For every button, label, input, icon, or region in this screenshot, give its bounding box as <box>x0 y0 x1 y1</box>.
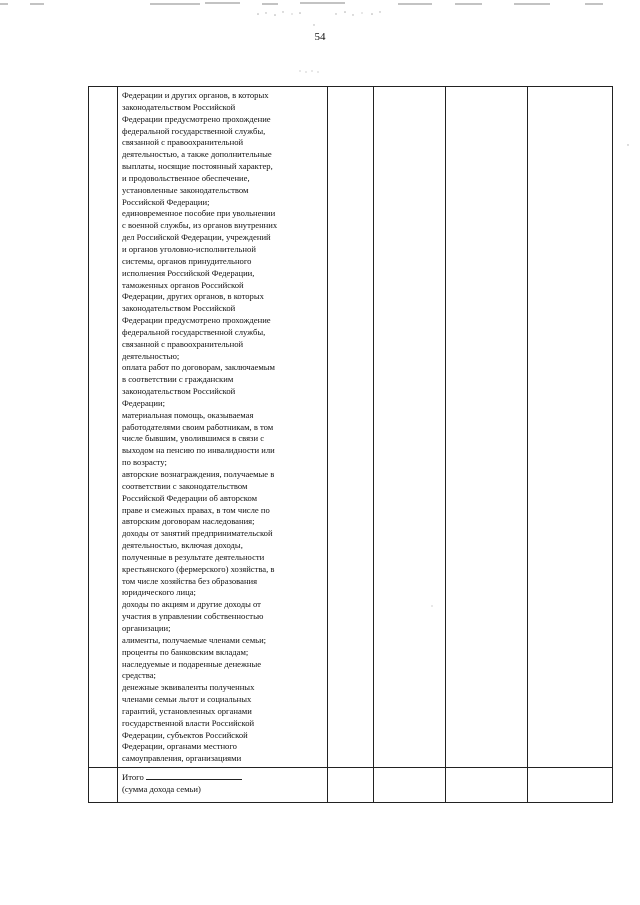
income-source-line: крестьянского (фермерского) хозяйства, в <box>122 563 275 574</box>
income-source-line: законодательством Российской <box>122 101 236 112</box>
income-source-line: участия в управлении собственностью <box>122 611 264 622</box>
total-value-cell-4 <box>528 768 613 803</box>
income-source-line: полученные в результате деятельности <box>122 551 265 562</box>
income-source-line: числе бывшим, уволившимся в связи с <box>122 433 265 444</box>
income-source-line: законодательством Российской <box>122 303 236 314</box>
income-source-line: и продовольственное обеспечение, <box>122 172 250 183</box>
income-source-line: Федерации предусмотрено прохождение <box>122 113 271 124</box>
total-label-cell <box>118 768 328 803</box>
income-source-line: выходом на пенсию по инвалидности или <box>122 445 275 456</box>
income-source-line: денежные эквиваленты полученных <box>122 682 255 693</box>
income-source-line: Федерации; <box>122 397 165 408</box>
income-source-line: с военной службы, из органов внутренних <box>122 220 278 231</box>
income-sources-text <box>122 90 325 765</box>
income-source-line: авторские вознаграждения, получаемые в <box>122 469 275 479</box>
income-source-line: праве и смежных правах, в том числе по <box>122 504 270 515</box>
income-source-line: федеральной государственной службы, <box>122 125 266 136</box>
income-source-line: членами семьи льгот и социальных <box>122 694 252 705</box>
income-source-line: и органов уголовно-исполнительной <box>122 243 256 254</box>
income-sources-row <box>89 87 613 768</box>
income-source-line: государственной власти Российской <box>122 717 255 728</box>
income-source-line: соответствии с законодательством <box>122 480 248 491</box>
income-source-line: работодателями своим работникам, в том <box>122 421 274 432</box>
income-source-line: наследуемые и подаренные денежные <box>122 658 262 669</box>
income-source-line: Российской Федерации; <box>122 196 210 207</box>
total-value-cell-1 <box>328 768 374 803</box>
value-cell-4 <box>528 87 613 768</box>
value-cell-3 <box>446 87 528 768</box>
income-table <box>88 86 613 803</box>
income-source-line: гарантий, установленных органами <box>122 705 252 716</box>
income-source-line: самоуправления, организациями <box>122 753 242 764</box>
income-source-line: связанной с правоохранительной <box>122 338 244 349</box>
income-source-line: таможенных органов Российской <box>122 279 244 290</box>
income-source-line: средства; <box>122 670 156 681</box>
income-source-line: доходы от занятий предпринимательской <box>122 528 273 539</box>
income-source-line: деятельностью; <box>122 350 180 361</box>
income-source-line: выплаты, носящие постоянный характер, <box>122 161 273 172</box>
income-source-line: Федерации, других органов, в которых <box>122 291 264 302</box>
income-source-line: Федерации, органами местного <box>122 741 237 752</box>
total-value-cell-3 <box>446 768 528 803</box>
income-source-line: деятельностью, а также дополнительные <box>122 149 272 160</box>
income-source-line: том числе хозяйства без образования <box>122 575 258 586</box>
total-blank-line <box>146 770 242 780</box>
number-cell <box>89 87 118 768</box>
income-source-line: оплата работ по договорам, заключаемым <box>122 362 276 373</box>
income-source-line: законодательством Российской <box>122 386 236 397</box>
income-source-line: исполнения Российской Федерации, <box>122 267 255 278</box>
income-source-line: авторским договорам наследования; <box>122 516 255 527</box>
income-source-line: деятельностью, включая доходы, <box>122 540 243 551</box>
income-source-line: проценты по банковским вкладам; <box>122 646 249 657</box>
income-source-line: в соответствии с гражданским <box>122 374 234 385</box>
income-source-line: юридического лица; <box>122 587 196 598</box>
income-source-line: Федерации, субъектов Российской <box>122 729 248 740</box>
income-source-line: алименты, получаемые членами семьи; <box>122 634 267 645</box>
income-source-line: единовременное пособие при увольнении <box>122 208 276 219</box>
page-number: 54 <box>314 31 326 43</box>
income-source-line: связанной с правоохранительной <box>122 137 244 148</box>
income-source-line: системы, органов принудительного <box>122 255 252 266</box>
income-source-line: доходы по акциям и другие доходы от <box>122 599 261 610</box>
income-source-line: федеральной государственной службы, <box>122 326 266 337</box>
income-source-line: организации; <box>122 622 171 633</box>
total-sublabel: (сумма дохода семьи) <box>122 784 201 795</box>
total-row <box>89 768 613 803</box>
income-source-line: установленные законодательством <box>122 184 249 195</box>
value-cell-2 <box>374 87 446 768</box>
income-source-line: Федерации предусмотрено прохождение <box>122 315 271 326</box>
value-cell-1 <box>328 87 374 768</box>
income-source-line: Российской Федерации об авторском <box>122 492 258 503</box>
total-value-cell-2 <box>374 768 446 803</box>
total-number-cell <box>89 768 118 803</box>
income-source-line: по возрасту; <box>122 457 167 468</box>
income-source-line: дел Российской Федерации, учреждений <box>122 232 271 243</box>
income-source-line: материальная помощь, оказываемая <box>122 409 254 420</box>
total-label: Итого <box>122 772 144 783</box>
income-source-line: Федерации и других органов, в которых <box>122 90 269 100</box>
income-sources-cell <box>118 87 328 768</box>
